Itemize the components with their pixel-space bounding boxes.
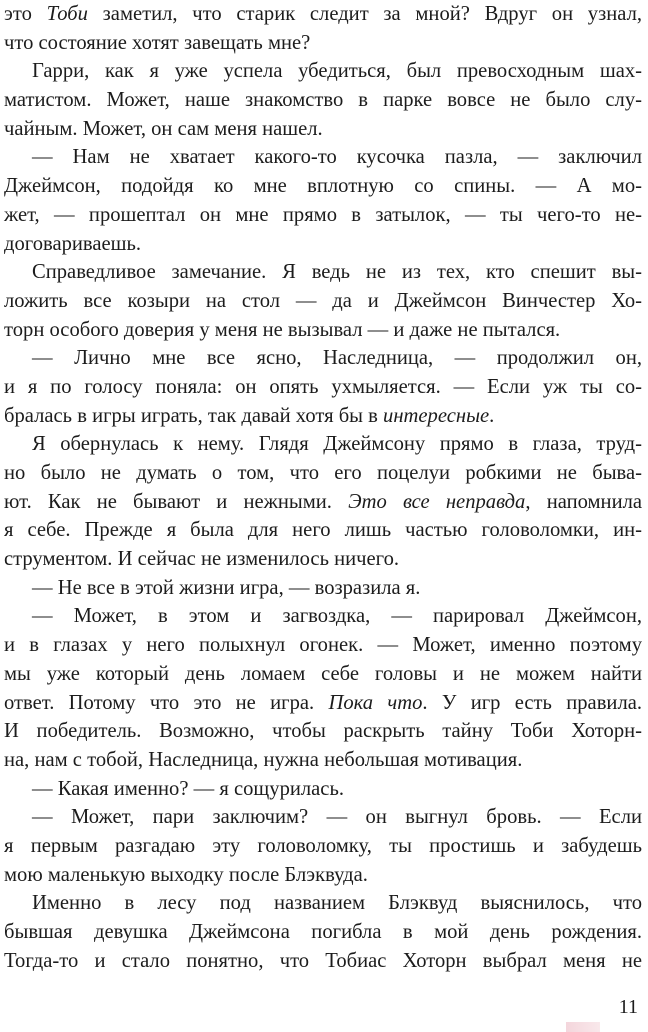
text-run: , напомнила xyxy=(525,490,643,513)
text-run: торн особого доверия у меня не вызывал — и даже не пытался. xyxy=(4,318,561,341)
text-run: бралась в игры играть, так давай хотя бы в xyxy=(4,404,384,427)
text-run: и я по голосу поняла: он опять ухмыляется. — Если уж ты со- xyxy=(4,375,642,398)
text-line xyxy=(4,488,642,517)
text-run: . xyxy=(489,404,495,427)
text-run: я себе. Прежде я была для него лишь частью головоломки, ин- xyxy=(4,519,642,542)
text-run: это xyxy=(4,3,47,25)
text-line xyxy=(4,459,642,488)
text-run: что состояние хотят завещать мне? xyxy=(4,31,311,54)
text-line xyxy=(4,803,642,832)
text-line xyxy=(4,143,642,172)
paragraph xyxy=(4,0,642,57)
text-run: струментом. И сейчас не изменилось ничего. xyxy=(4,548,400,571)
text-line xyxy=(4,115,642,144)
book-page xyxy=(4,0,642,1032)
italic-text-run: Это все неправда xyxy=(348,490,526,513)
text-run: . У игр есть правила. xyxy=(422,691,643,714)
page-number: 11 xyxy=(618,996,638,1018)
text-run: — Лично мне все ясно, Наследница, — продолжил он, xyxy=(32,347,642,370)
text-run: договариваешь. xyxy=(4,232,142,255)
text-run: — Может, пари заключим? — он выгнул бровь. — Если xyxy=(32,806,642,829)
text-line xyxy=(4,832,642,861)
text-run: Я обернулась к нему. Глядя Джеймсону прямо в глаза, труд- xyxy=(32,433,642,456)
text-line xyxy=(4,602,642,631)
text-line xyxy=(4,373,642,402)
text-run: но было не думать о том, что его поцелуи робкими не быва- xyxy=(4,462,642,484)
text-run: ют. Как не бывают и нежными. xyxy=(4,490,349,513)
paragraph xyxy=(4,143,642,258)
text-line xyxy=(4,344,642,373)
text-run: Именно в лесу под названием Блэквуд выяснилось, что xyxy=(32,892,642,915)
text-run: жет, — прошептал он мне прямо в затылок, — ты чего-то не- xyxy=(4,203,642,226)
text-run: — Может, в этом и загвоздка, — парировал Джеймсон, xyxy=(32,605,642,628)
paragraph xyxy=(4,258,642,344)
italic-text-run: Тоби xyxy=(46,3,88,25)
text-run: мы уже который день ломаем себе головы и не можем найти xyxy=(4,662,642,685)
text-line xyxy=(4,402,642,431)
text-line xyxy=(4,29,642,58)
text-run: чайным. Может, он сам меня нашел. xyxy=(4,117,323,140)
paragraph xyxy=(4,889,642,975)
text-line xyxy=(4,689,642,718)
paragraph xyxy=(4,803,642,889)
page-edge-mark xyxy=(566,1022,600,1032)
text-run: матистом. Может, наше знакомство в парке вовсе не было слу- xyxy=(4,89,642,112)
paragraph xyxy=(4,430,642,573)
paragraph xyxy=(4,344,642,430)
text-run: бывшая девушка Джеймсона погибла в мой день рождения. xyxy=(4,921,642,943)
text-run: мою маленькую выходку после Блэквуда. xyxy=(4,863,368,886)
text-line xyxy=(4,287,642,316)
text-run: — Какая именно? — я сощурилась. xyxy=(32,777,344,800)
text-line xyxy=(4,574,642,603)
text-line xyxy=(4,775,642,804)
text-line xyxy=(4,201,642,230)
paragraph xyxy=(4,574,642,603)
text-line xyxy=(4,545,642,574)
text-line xyxy=(4,918,642,947)
text-line xyxy=(4,258,642,287)
paragraph xyxy=(4,775,642,804)
text-run: и в глазах у него полыхнул огонек. — Может, именно поэтому xyxy=(4,634,642,657)
text-line xyxy=(4,947,642,976)
paragraph xyxy=(4,57,642,143)
italic-text-run: Пока что xyxy=(328,691,423,714)
text-line xyxy=(4,230,642,259)
text-run: Справедливое замечание. Я ведь не из тех, кто спешит вы- xyxy=(32,261,642,284)
text-run: — Не все в этой жизни игра, — возразила я. xyxy=(32,576,421,599)
italic-text-run: интересные xyxy=(383,404,490,427)
text-line xyxy=(4,0,642,29)
text-run: И победитель. Возможно, чтобы раскрыть тайну Тоби Хоторн- xyxy=(4,720,642,743)
text-run: ответ. Потому что это не игра. xyxy=(4,691,329,714)
text-line xyxy=(4,660,642,689)
text-run: заметил, что старик следит за мной? Вдруг он узнал, xyxy=(87,3,642,25)
text-run: ложить все козыри на стол — да и Джеймсон Винчестер Хо- xyxy=(4,289,642,312)
text-line xyxy=(4,889,642,918)
text-line xyxy=(4,316,642,345)
text-run: Тогда-то и стало понятно, что Тобиас Хоторн выбрал меня не xyxy=(4,949,642,972)
text-line xyxy=(4,631,642,660)
text-line xyxy=(4,57,642,86)
paragraph xyxy=(4,602,642,774)
text-line xyxy=(4,861,642,890)
text-line xyxy=(4,717,642,746)
text-run: Гарри, как я уже успела убедиться, был превосходным шах- xyxy=(32,60,642,83)
text-run: я первым разгадаю эту головоломку, ты простишь и забудешь xyxy=(4,834,642,857)
text-line xyxy=(4,172,642,201)
text-line xyxy=(4,516,642,545)
text-run: Джеймсон, подойдя ко мне вплотную со спины. — А мо- xyxy=(4,175,642,198)
text-line xyxy=(4,746,642,775)
text-run: — Нам не хватает какого-то кусочка пазла, — заключил xyxy=(32,146,642,169)
text-line xyxy=(4,430,642,459)
text-line xyxy=(4,86,642,115)
text-run: на, нам с тобой, Наследница, нужна небольшая мотивация. xyxy=(4,748,523,771)
